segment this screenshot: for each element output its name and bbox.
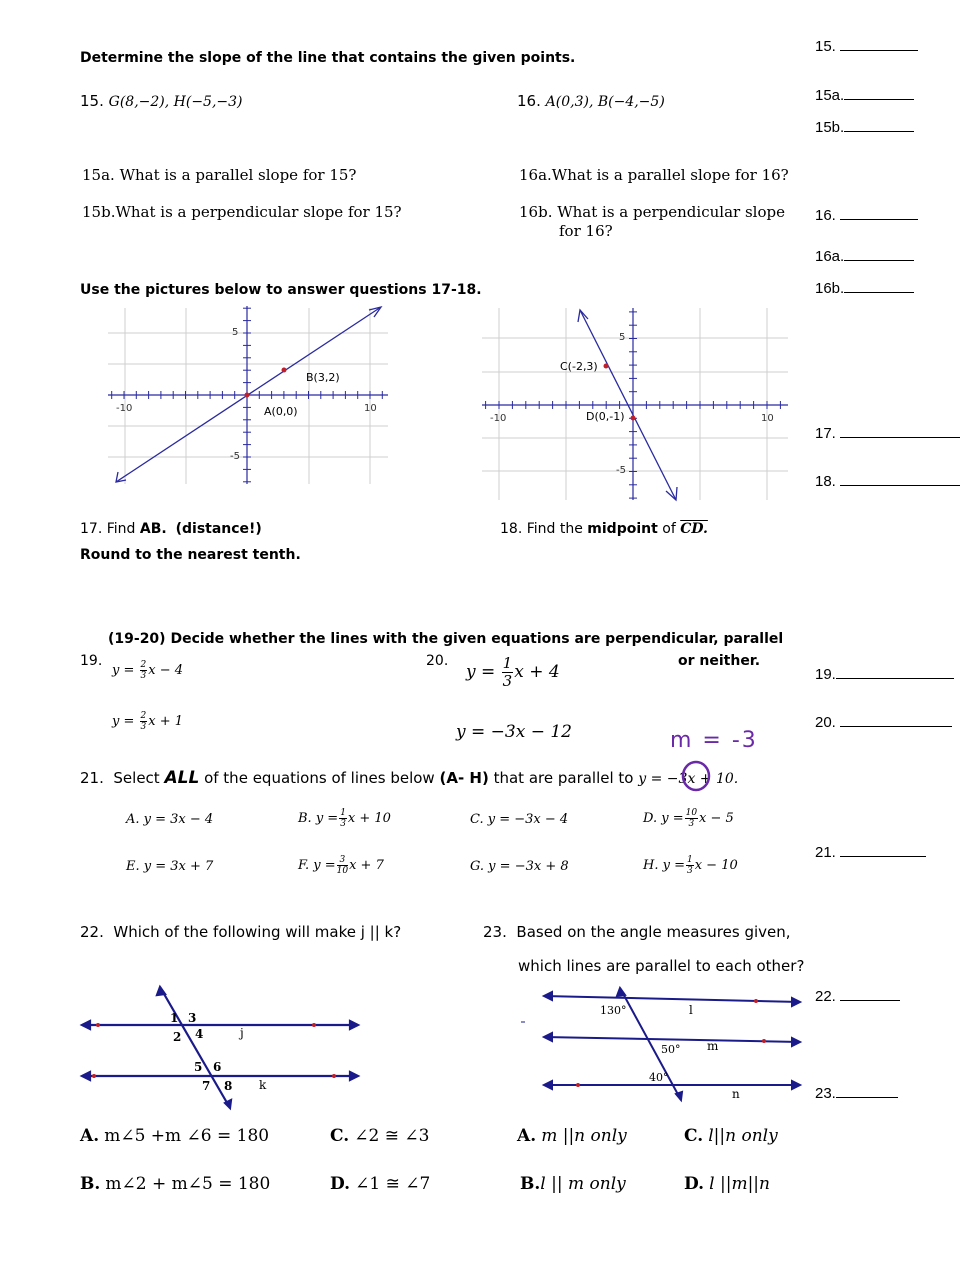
q22-number: 22. [80,923,104,941]
eq-prefix: D. y = [643,811,684,826]
label-b: B(3,2) [306,371,340,384]
angle-50: 50° [661,1043,681,1056]
eq-prefix: y = [112,714,135,729]
q21-text-c: that are parallel to [493,769,634,787]
eq-suffix: x + 10 [347,811,391,826]
blank-23: 23. [815,1083,898,1102]
q15-number: 15. [80,92,104,110]
q19-number: 19. [80,653,103,669]
g1-tick-5: 5 [232,327,239,338]
angle-4: 4 [195,1027,204,1041]
choice-letter: A. [517,1126,537,1146]
q23-text-2: which lines are parallel to each other? [518,957,805,975]
numerator: 1 [502,654,513,672]
eq-suffix: x + 7 [349,858,384,873]
numerator: 1 [686,855,693,865]
label-n: n [732,1087,740,1101]
transversal-arrow-start [617,988,625,996]
q21-range: (A- H) [439,769,489,787]
eq-prefix: B. y = [298,811,339,826]
g1-tick-neg5: -5 [230,451,240,462]
point-n [576,1083,580,1087]
handwritten-note: m = -3 [670,728,758,753]
pictures-heading: Use the pictures below to answer questions 17-18. [80,282,482,298]
choice-text: m∠5 +m ∠6 = 180 [104,1126,270,1146]
point-l [754,999,758,1003]
g1-tick-10: 10 [364,403,377,414]
blank-21: 21. [815,842,926,861]
question-16b-line1: 16b. What is a perpendicular slope [519,203,785,221]
g1-tick-neg10: -10 [116,403,133,414]
option-a[interactable]: A. y = 3x − 4 [126,812,214,827]
q17-number: 17. [80,521,103,537]
g2-tick-10: 10 [761,413,774,424]
blank-19: 19. [815,664,954,683]
eq-suffix: x + 4 [514,662,560,682]
choice-letter: D. [330,1174,351,1194]
q23-choice-b[interactable] [520,1174,626,1194]
blank-15a: 15a. [815,85,914,104]
q18-of: of [662,521,676,537]
question-15a: 15a. What is a parallel slope for 15? [82,166,357,184]
line-m-arrow-end [792,1038,800,1046]
numerator: 3 [337,855,348,866]
q20-equation-2: y = −3x − 12 [456,722,572,742]
question-16a: 16a.What is a parallel slope for 16? [519,166,789,184]
choice-text: l ||m||n [709,1174,770,1194]
q21-text-a: Select [113,769,160,787]
q23-text-1: Based on the angle measures given, [516,923,791,941]
transversal-arrow-end [676,1092,682,1100]
choice-letter: A. [80,1126,100,1146]
lines-heading-2: or neither. [678,653,761,669]
denominator: 3 [688,819,695,829]
line-n-arrow-end [792,1081,800,1089]
angle-2: 2 [173,1030,182,1044]
line-m-arrow-start [544,1033,552,1041]
numerator: 1 [340,808,346,818]
choice-letter: C. [330,1126,350,1146]
eq-prefix: y = [112,663,135,678]
eq-prefix: y = [466,662,496,682]
q17-round: Round to the nearest tenth. [80,547,301,563]
q17-distance: (distance!) [175,521,262,537]
denominator: 3 [140,671,147,681]
choice-letter: B. [80,1174,101,1194]
label-k: k [259,1078,267,1092]
label-j: j [240,1026,244,1040]
denominator: 3 [686,866,693,876]
choice-letter: C. [684,1126,704,1146]
eq-suffix: x − 10 [694,858,738,873]
question-15b: 15b.What is a perpendicular slope for 15? [82,203,402,221]
angle-8: 8 [224,1079,233,1093]
q18-midpoint: midpoint [587,521,658,537]
q18-segment: CD. [680,521,708,537]
denominator: 10 [336,866,349,876]
numerator: 2 [140,711,147,721]
blank-17: 17. [815,423,960,442]
q23-choice-c[interactable] [684,1126,778,1146]
q15-points: G(8,−2), H(−5,−3) [108,94,243,110]
label-c: C(-2,3) [560,360,598,373]
g2-tick-neg10: -10 [490,413,507,424]
angle-40: 40° [649,1071,669,1084]
choice-text: m ||n only [541,1126,627,1146]
question-16b-line2: for 16? [559,222,613,240]
eq-suffix: x − 5 [699,811,734,826]
q23-choice-a[interactable] [517,1126,627,1146]
choice-text: ∠2 ≅ ∠3 [354,1126,430,1146]
numerator: 10 [685,808,698,818]
label-d: D(0,-1) [586,410,625,423]
option-g[interactable]: G. y = −3x + 8 [470,859,569,874]
blank-16b: 16b. [815,278,914,297]
angle-5: 5 [194,1060,203,1074]
line-n-arrow-start [544,1081,552,1089]
q18-number: 18. [500,521,523,537]
denominator: 3 [140,722,147,732]
option-c[interactable]: C. y = −3x − 4 [470,812,569,827]
lines-heading-1: (19-20) Decide whether the lines with the given equations are perpendicular, parallel [108,631,784,647]
angle-6: 6 [213,1060,222,1074]
g2-tick-neg5: -5 [616,465,626,476]
blank-20: 20. [815,712,952,731]
label-a: A(0,0) [264,405,298,418]
eq-suffix: x + 1 [148,714,184,729]
choice-letter: D. [684,1174,705,1194]
denominator: 3 [340,819,346,829]
choice-text: ∠1 ≅ ∠7 [355,1174,431,1194]
q21-given-equation: y = −3x + 10. [638,771,739,787]
blank-16a: 16a. [815,246,914,265]
q21-number: 21. [80,769,104,787]
q18-text: Find the [526,521,583,537]
blank-18: 18. [815,471,960,490]
angle-1: 1 [170,1011,179,1025]
angle-130: 130° [600,1004,627,1017]
blank-22: 22. [815,986,900,1005]
slope-heading: Determine the slope of the line that contains the given points. [80,50,576,66]
q23-number: 23. [483,923,507,941]
option-e[interactable]: E. y = 3x + 7 [126,859,214,874]
line-m [544,1037,800,1042]
label-l: l [689,1003,693,1017]
q23-choice-d[interactable] [684,1174,770,1194]
q17-text: Find [106,521,136,537]
q16-number: 16. [517,92,541,110]
eq-prefix: H. y = [643,858,685,873]
denominator: 3 [502,672,513,690]
q20-number: 20. [426,653,449,669]
line-l-arrow-start [544,992,552,1000]
eq-prefix: F. y = [298,858,336,873]
label-m: m [707,1039,719,1053]
q16-points: A(0,3), B(−4,−5) [545,94,665,110]
eq-suffix: x − 4 [148,663,184,678]
choice-text: l||n only [708,1126,778,1146]
q17-ab: AB. [139,521,167,537]
choice-text: m∠2 + m∠5 = 180 [105,1174,271,1194]
g2-tick-5: 5 [619,332,626,343]
angle-3: 3 [188,1011,197,1025]
q21-text-b: of the equations of lines below [204,769,435,787]
line-l-arrow-end [792,998,800,1006]
q22-text: Which of the following will make j || k? [113,923,402,941]
blank-16: 16. [815,205,918,224]
numerator: 2 [140,660,147,670]
q21-all: ALL [164,768,200,788]
line-l [544,996,800,1002]
blank-15: 15. [815,36,918,55]
point-m [762,1039,766,1043]
angle-7: 7 [202,1079,211,1093]
blank-15b: 15b. [815,117,914,136]
choice-letter: B. [520,1174,541,1194]
choice-text: l || m only [540,1174,626,1194]
